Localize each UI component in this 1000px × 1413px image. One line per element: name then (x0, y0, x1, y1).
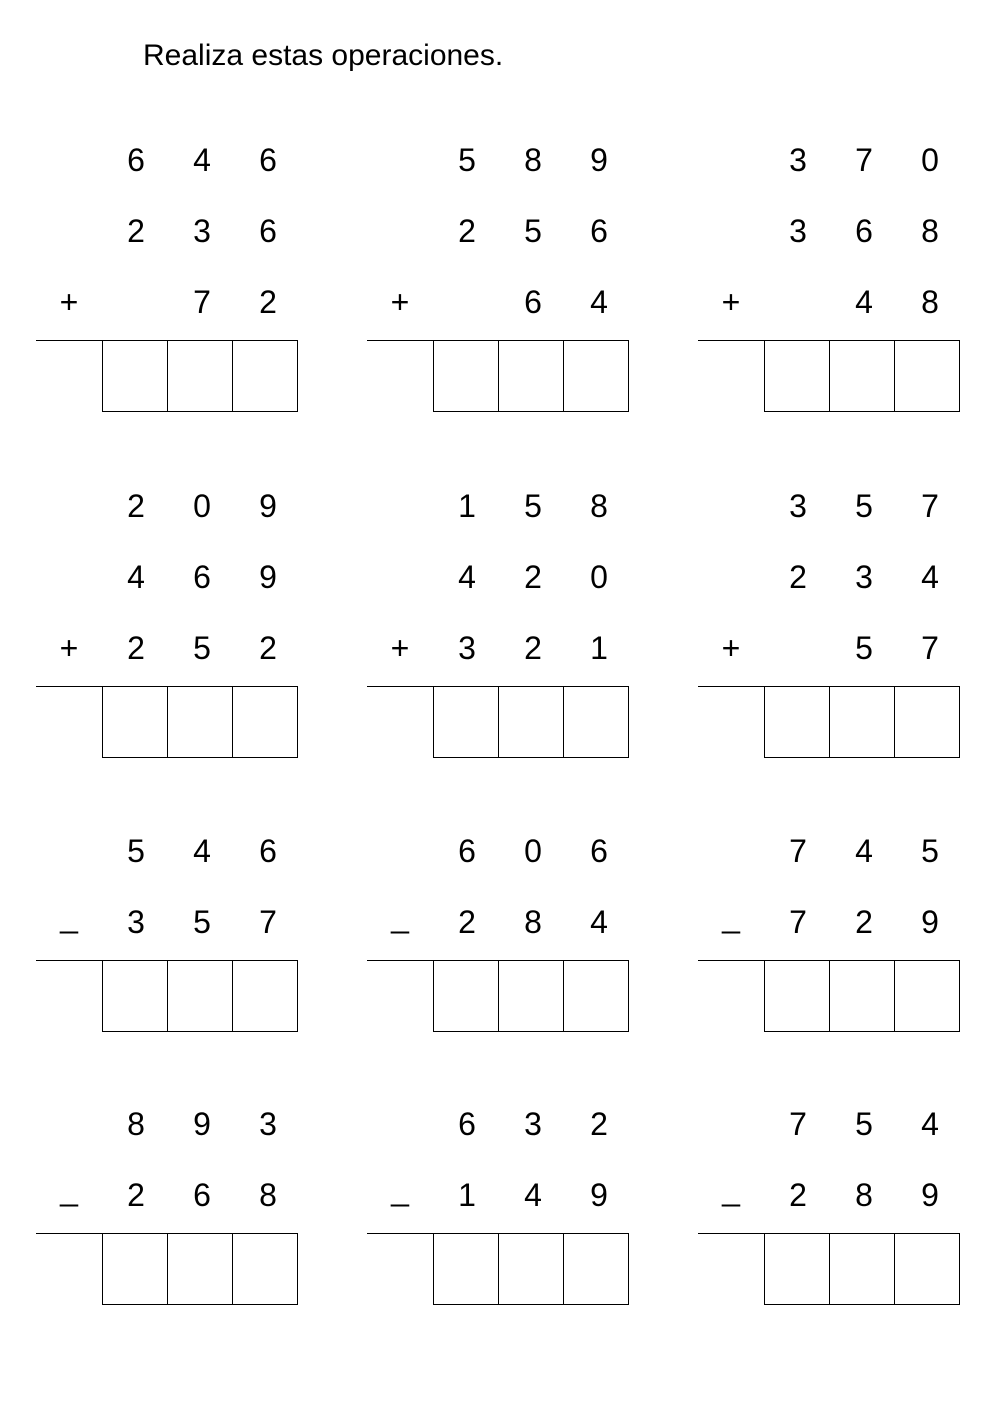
operand-digit: 2 (259, 284, 277, 320)
operand-digit: 9 (921, 1177, 939, 1213)
operand-digit: 6 (259, 142, 277, 178)
result-line (698, 960, 764, 961)
minus-sign: _ (60, 1171, 78, 1207)
operand-digit: 4 (855, 284, 873, 320)
operand-digit: 5 (524, 488, 542, 524)
operand-digit: 9 (193, 1106, 211, 1142)
operand-digit: 3 (789, 142, 807, 178)
operand-digit: 7 (193, 284, 211, 320)
operand-digit: 2 (127, 488, 145, 524)
operand-digit: 6 (590, 213, 608, 249)
operand-digit: 9 (259, 559, 277, 595)
operand-digit: 5 (193, 904, 211, 940)
operation-addition (698, 140, 998, 440)
operand-digit: 3 (789, 488, 807, 524)
operand-digit: 5 (458, 142, 476, 178)
operand-digit: 4 (524, 1177, 542, 1213)
operand-digit: 6 (193, 1177, 211, 1213)
result-line (698, 686, 764, 687)
answer-box[interactable] (433, 1233, 499, 1305)
operand-digit: 7 (789, 833, 807, 869)
result-line (367, 686, 433, 687)
answer-box[interactable] (232, 686, 298, 758)
operand-digit: 4 (458, 559, 476, 595)
operand-digit: 3 (127, 904, 145, 940)
operand-digit: 3 (259, 1106, 277, 1142)
operation-subtraction (367, 1104, 667, 1404)
operand-digit: 2 (590, 1106, 608, 1142)
operand-digit: 4 (855, 833, 873, 869)
answer-box[interactable] (167, 1233, 233, 1305)
operand-digit: 3 (789, 213, 807, 249)
operand-digit: 7 (789, 1106, 807, 1142)
operand-digit: 3 (524, 1106, 542, 1142)
result-line (698, 340, 764, 341)
operand-digit: 8 (127, 1106, 145, 1142)
answer-box[interactable] (764, 1233, 830, 1305)
answer-box[interactable] (167, 686, 233, 758)
operand-digit: 4 (127, 559, 145, 595)
operand-digit: 2 (127, 1177, 145, 1213)
answer-box[interactable] (764, 960, 830, 1032)
operand-digit: 8 (855, 1177, 873, 1213)
operand-digit: 9 (921, 904, 939, 940)
operand-digit: 4 (590, 284, 608, 320)
answer-box[interactable] (764, 686, 830, 758)
operand-digit: 1 (458, 1177, 476, 1213)
operand-digit: 8 (921, 284, 939, 320)
answer-box[interactable] (829, 340, 895, 412)
operand-digit: 4 (193, 833, 211, 869)
answer-box[interactable] (433, 340, 499, 412)
operation-addition (367, 486, 667, 786)
operand-digit: 5 (855, 488, 873, 524)
operand-digit: 6 (855, 213, 873, 249)
operand-digit: 2 (789, 1177, 807, 1213)
operand-digit: 4 (193, 142, 211, 178)
operand-digit: 9 (590, 1177, 608, 1213)
minus-sign: _ (722, 898, 740, 934)
result-line (36, 1233, 102, 1234)
operand-digit: 2 (855, 904, 873, 940)
answer-box[interactable] (102, 960, 168, 1032)
answer-box[interactable] (563, 340, 629, 412)
operand-digit: 0 (921, 142, 939, 178)
result-line (367, 1233, 433, 1234)
answer-box[interactable] (167, 960, 233, 1032)
operand-digit: 5 (855, 1106, 873, 1142)
answer-box[interactable] (894, 340, 960, 412)
operand-digit: 6 (193, 559, 211, 595)
operand-digit: 7 (855, 142, 873, 178)
answer-box[interactable] (232, 340, 298, 412)
answer-box[interactable] (102, 686, 168, 758)
operand-digit: 6 (259, 833, 277, 869)
operation-subtraction (698, 831, 998, 1131)
plus-sign: + (721, 284, 741, 320)
operand-digit: 4 (921, 1106, 939, 1142)
plus-sign: + (721, 630, 741, 666)
operand-digit: 5 (921, 833, 939, 869)
answer-box[interactable] (498, 686, 564, 758)
operand-digit: 5 (127, 833, 145, 869)
operand-digit: 0 (193, 488, 211, 524)
operand-digit: 6 (259, 213, 277, 249)
operand-digit: 7 (921, 488, 939, 524)
operand-digit: 6 (458, 833, 476, 869)
operand-digit: 5 (855, 630, 873, 666)
minus-sign: _ (391, 898, 409, 934)
operand-digit: 0 (590, 559, 608, 595)
answer-box[interactable] (102, 340, 168, 412)
operand-digit: 3 (855, 559, 873, 595)
minus-sign: _ (722, 1171, 740, 1207)
operand-digit: 2 (524, 630, 542, 666)
result-line (698, 1233, 764, 1234)
answer-box[interactable] (563, 960, 629, 1032)
minus-sign: _ (391, 1171, 409, 1207)
operand-digit: 0 (524, 833, 542, 869)
operand-digit: 2 (789, 559, 807, 595)
operand-digit: 1 (458, 488, 476, 524)
answer-box[interactable] (102, 1233, 168, 1305)
operand-digit: 9 (259, 488, 277, 524)
operand-digit: 2 (458, 213, 476, 249)
plus-sign: + (59, 630, 79, 666)
answer-box[interactable] (894, 960, 960, 1032)
answer-box[interactable] (433, 960, 499, 1032)
operand-digit: 7 (259, 904, 277, 940)
operation-subtraction (698, 1104, 998, 1404)
answer-box[interactable] (498, 340, 564, 412)
result-line (367, 340, 433, 341)
operand-digit: 5 (524, 213, 542, 249)
minus-sign: _ (60, 898, 78, 934)
result-line (36, 340, 102, 341)
operation-subtraction (36, 831, 336, 1131)
operand-digit: 3 (193, 213, 211, 249)
operation-subtraction (367, 831, 667, 1131)
operand-digit: 9 (590, 142, 608, 178)
operand-digit: 2 (127, 630, 145, 666)
operand-digit: 1 (590, 630, 608, 666)
answer-box[interactable] (232, 1233, 298, 1305)
answer-box[interactable] (167, 340, 233, 412)
answer-box[interactable] (498, 960, 564, 1032)
operand-digit: 8 (921, 213, 939, 249)
answer-box[interactable] (894, 686, 960, 758)
operand-digit: 2 (458, 904, 476, 940)
operand-digit: 4 (590, 904, 608, 940)
operand-digit: 8 (524, 904, 542, 940)
operation-addition (698, 486, 998, 786)
operation-addition (367, 140, 667, 440)
answer-box[interactable] (829, 960, 895, 1032)
operand-digit: 7 (921, 630, 939, 666)
operand-digit: 6 (590, 833, 608, 869)
answer-box[interactable] (894, 1233, 960, 1305)
operation-addition (36, 140, 336, 440)
result-line (36, 960, 102, 961)
page-title: Realiza estas operaciones. (143, 39, 504, 72)
operand-digit: 2 (127, 213, 145, 249)
answer-box[interactable] (764, 340, 830, 412)
operand-digit: 7 (789, 904, 807, 940)
operand-digit: 8 (524, 142, 542, 178)
operand-digit: 5 (193, 630, 211, 666)
result-line (36, 686, 102, 687)
operand-digit: 3 (458, 630, 476, 666)
answer-box[interactable] (563, 686, 629, 758)
answer-box[interactable] (829, 686, 895, 758)
operand-digit: 2 (259, 630, 277, 666)
answer-box[interactable] (829, 1233, 895, 1305)
operation-subtraction (36, 1104, 336, 1404)
operand-digit: 6 (127, 142, 145, 178)
answer-box[interactable] (498, 1233, 564, 1305)
answer-box[interactable] (563, 1233, 629, 1305)
result-line (367, 960, 433, 961)
answer-box[interactable] (232, 960, 298, 1032)
plus-sign: + (390, 284, 410, 320)
operand-digit: 6 (458, 1106, 476, 1142)
operand-digit: 8 (590, 488, 608, 524)
operand-digit: 4 (921, 559, 939, 595)
operation-addition (36, 486, 336, 786)
plus-sign: + (390, 630, 410, 666)
answer-box[interactable] (433, 686, 499, 758)
operand-digit: 8 (259, 1177, 277, 1213)
operand-digit: 2 (524, 559, 542, 595)
operand-digit: 6 (524, 284, 542, 320)
plus-sign: + (59, 284, 79, 320)
